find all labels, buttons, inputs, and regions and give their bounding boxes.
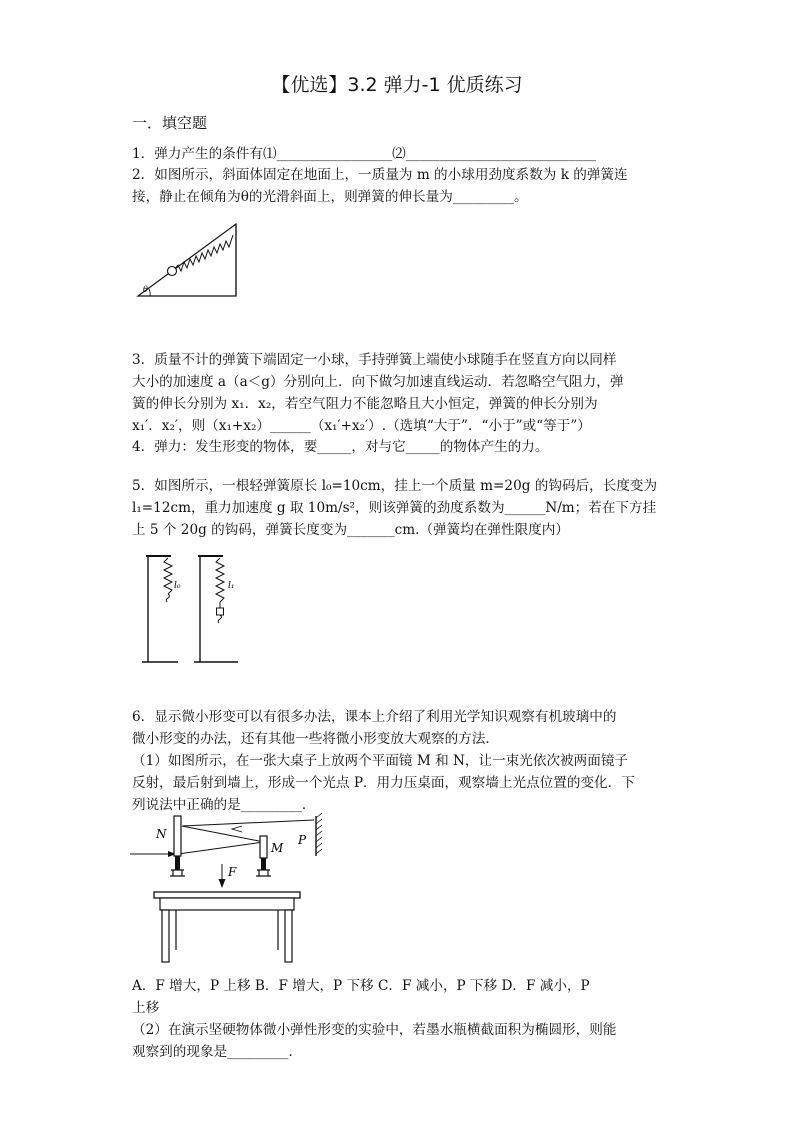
q6-line-6: （2）在演示坚硬物体微小弹性形变的实验中，若墨水瓶横截面积为椭圆形，则能 <box>132 1022 617 1038</box>
q2-line-2: 接，静止在倾角为θ的光滑斜面上，则弹簧的伸长量为_________。 <box>132 189 528 205</box>
q3-line-4: x₁′．x₂′，则（x₁+x₂）______（x₁′+x₂′）.（选填“大于”．“小于”或“等于”） <box>132 418 591 434</box>
q3-line-1: 3．质量不计的弹簧下端固定一小球，手持弹簧上端使小球随手在竖直方向以同样 <box>132 352 617 368</box>
fig-label-N: N <box>156 827 167 841</box>
q4-line-1: 4．弹力：发生形变的物体，要_____，对与它_____的物体产生的力。 <box>132 439 549 455</box>
q6-options-line-1: A．F 增大，P 上移 B．F 增大，P 下移 C．F 减小，P 下移 D．F 减小，P <box>132 978 590 994</box>
q6-line-5: 列说法中正确的是_________． <box>132 797 316 813</box>
fig-label-M: M <box>271 841 284 855</box>
q5-line-2: l₁=12cm，重力加速度 g 取 10m/s²，则该弹簧的劲度系数为______N/m；若在下方挂 <box>132 500 657 516</box>
q6-line-7: 观察到的现象是_________. <box>132 1044 293 1060</box>
incline-spring-figure <box>132 218 242 300</box>
q3-line-3: 簧的伸长分别为 x₁．x₂，若空气阻力不能忽略且大小恒定，弹簧的伸长分别为 <box>132 396 598 412</box>
q6-line-1: 6．显示微小形变可以有很多办法，课本上介绍了利用光学知识观察有机玻璃中的 <box>132 709 617 725</box>
q3-line-2: 大小的加速度 a（a＜g）分别向上．向下做匀加速直线运动．若忽略空气阻力，弹 <box>132 374 624 390</box>
fig-label-P: P <box>298 833 307 847</box>
spring-stand-figure <box>138 548 244 670</box>
fig-label-l0: l₀ <box>174 581 181 591</box>
fig-label-F: F <box>228 865 237 879</box>
q2-line-1: 2．如图所示，斜面体固定在地面上，一质量为 m 的小球用劲度系数为 k 的弹簧连 <box>132 167 628 183</box>
fig-label-l1: l₁ <box>228 581 235 591</box>
mirror-table-figure <box>130 812 330 970</box>
q1-line-1: 1．弹力产生的条件有⑴_________________⑵____________________________ <box>132 146 597 162</box>
q5-line-3: 上 5 个 20g 的钩码，弹簧长度变为_______cm.（弹簧均在弹性限度内） <box>132 522 569 538</box>
q5-line-1: 5．如图所示，一根轻弹簧原长 l₀=10cm，挂上一个质量 m=20g 的钩码后，长度变为 <box>132 478 658 494</box>
q6-line-2: 微小形变的办法，还有其他一些将微小形变放大观察的方法． <box>132 731 500 747</box>
section-heading: 一．填空题 <box>132 114 208 132</box>
q6-line-3: （1）如图所示，在一张大桌子上放两个平面镜 M 和 N，让一束光依次被两面镜子 <box>132 753 629 769</box>
page-title: 【优选】3.2 弹力-1 优质练习 <box>271 74 523 96</box>
q6-line-4: 反射，最后射到墙上，形成一个光点 P．用力压桌面，观察墙上光点位置的变化．下 <box>132 775 635 791</box>
theta-label: θ <box>143 285 148 294</box>
q6-options-line-2: 上移 <box>132 1000 160 1016</box>
